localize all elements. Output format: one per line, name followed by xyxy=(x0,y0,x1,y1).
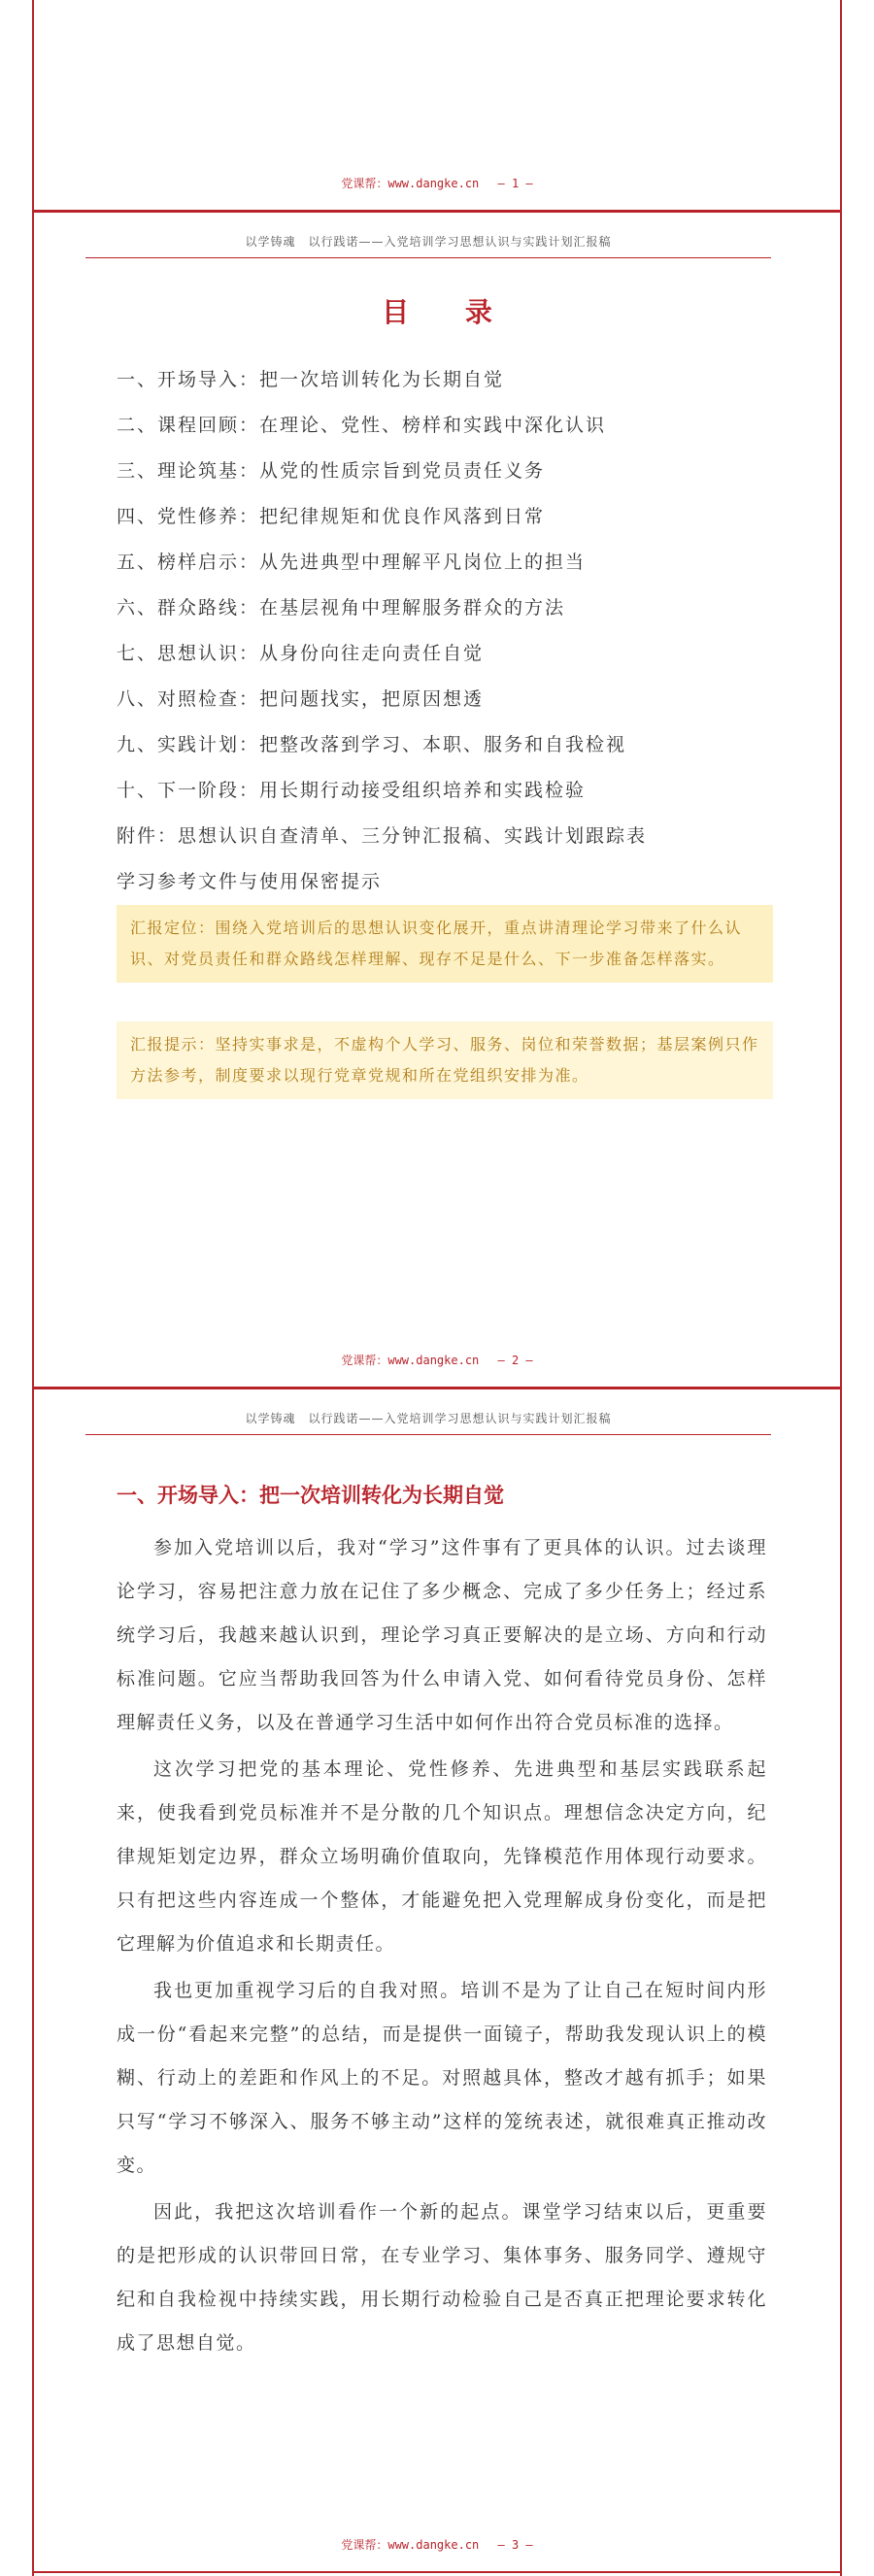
toc-item[interactable]: 四、党性修养：把纪律规矩和优良作风落到日常 xyxy=(117,506,546,527)
page-bottom-edge xyxy=(32,2571,842,2573)
toc-item[interactable]: 一、开场导入：把一次培训转化为长期自觉 xyxy=(117,369,505,390)
toc-item[interactable]: 六、群众路线：在基层视角中理解服务群众的方法 xyxy=(117,597,566,619)
paragraph: 参加入党培训以后，我对“学习”这件事有了更具体的认识。过去谈理论学习，容易把注意力放在记住了多少概念、完成了多少任务上；经过系统学习后，我越来越认识到，理论学习真正要解决的是立场、方向和行动标准问题。它应当帮助我回答为什么申请入党、如何看待党员身份、怎样理解责任义务，以及在普通学习生活中如何作出符合党员标准的选择。 xyxy=(117,1537,767,1733)
section-heading: 一、开场导入：把一次培训转化为长期自觉 xyxy=(117,1484,504,1507)
footer-site-label: 党课帮：www.dangke.cn xyxy=(341,1354,480,1367)
page-3-footer xyxy=(32,2536,842,2553)
toc-item[interactable]: 五、榜样启示：从先进典型中理解平凡岗位上的担当 xyxy=(117,552,587,573)
toc-list xyxy=(117,357,796,905)
page-number: — 2 — xyxy=(497,1354,533,1367)
page-2-footer xyxy=(32,1352,842,1368)
toc-item[interactable]: 学习参考文件与使用保密提示 xyxy=(117,871,383,892)
page-number: — 3 — xyxy=(497,2538,533,2552)
report-reminder-note: 汇报提示：坚持实事求是，不虚构个人学习、服务、岗位和荣誉数据；基层案例只作方法参考，制度要求以现行党章党规和所在党组织安排为准。 xyxy=(117,1021,773,1099)
paragraph: 我也更加重视学习后的自我对照。培训不是为了让自己在短时间内形成一份“看起来完整”的总结，而是提供一面镜子，帮助我发现认识上的模糊、行动上的差距和作风上的不足。对照越具体，整改才越有抓手；如果只写“学习不够深入、服务不够主动”这样的笼统表述，就很难真正推动改变。 xyxy=(117,1980,767,2176)
toc-item[interactable]: 二、课程回顾：在理论、党性、榜样和实践中深化认识 xyxy=(117,415,607,436)
toc-item[interactable]: 三、理论筑基：从党的性质宗旨到党员责任义务 xyxy=(117,460,546,482)
toc-item[interactable]: 附件：思想认识自查清单、三分钟汇报稿、实践计划跟踪表 xyxy=(117,825,648,847)
paragraph: 因此，我把这次培训看作一个新的起点。课堂学习结束以后，更重要的是把形成的认识带回日常，在专业学习、集体事务、服务同学、遵规守纪和自我检视中持续实践，用长期行动检验自己是否真正把理论要求转化成了思想自觉。 xyxy=(117,2201,767,2354)
toc-item[interactable]: 九、实践计划：把整改落到学习、本职、服务和自我检视 xyxy=(117,734,627,755)
page-1-footer xyxy=(32,175,842,191)
paragraph: 这次学习把党的基本理论、党性修养、先进典型和基层实践联系起来，使我看到党员标准并不是分散的几个知识点。理想信念决定方向，纪律规矩划定边界，群众立场明确价值取向，先锋模范作用体现行动要求。只有把这些内容连成一个整体，才能避免把入党理解成身份变化，而是把它理解为价值追求和长期责任。 xyxy=(117,1758,767,1955)
toc-item[interactable]: 十、下一阶段：用长期行动接受组织培养和实践检验 xyxy=(117,780,587,801)
toc-item[interactable]: 七、思想认识：从身份向往走向责任自觉 xyxy=(117,643,485,664)
running-header: 以学铸魂 以行践诺——入党培训学习思想认识与实践计划汇报稿 xyxy=(245,235,612,249)
toc-item[interactable]: 八、对照检查：把问题找实，把原因想透 xyxy=(117,688,485,710)
section-body xyxy=(117,1526,767,2368)
report-positioning-note: 汇报定位：围绕入党培训后的思想认识变化展开，重点讲清理论学习带来了什么认识、对党员责任和群众路线怎样理解、现存不足是什么、下一步准备怎样落实。 xyxy=(117,905,773,983)
running-header: 以学铸魂 以行践诺——入党培训学习思想认识与实践计划汇报稿 xyxy=(245,1412,612,1425)
page-number: — 1 — xyxy=(497,177,533,190)
header-rule xyxy=(85,1434,771,1435)
footer-site-label: 党课帮：www.dangke.cn xyxy=(341,177,480,190)
toc-title: 目 录 xyxy=(382,296,516,328)
header-rule xyxy=(85,257,771,258)
footer-site-label: 党课帮：www.dangke.cn xyxy=(341,2538,480,2552)
